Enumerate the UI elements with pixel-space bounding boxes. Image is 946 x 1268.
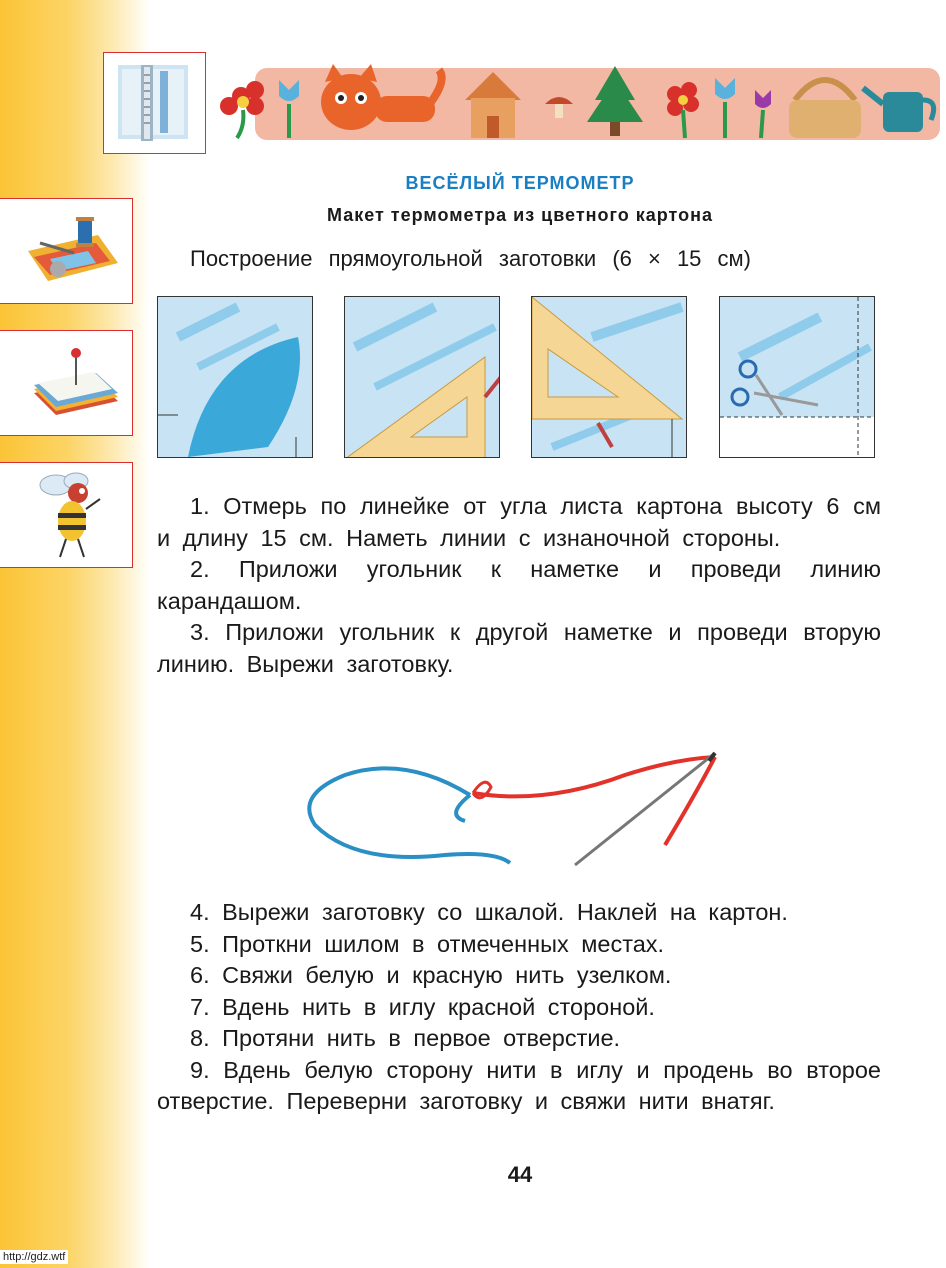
construction-step-1-image [157, 296, 313, 458]
step-4-text: 4. Вырежи заготовку со шкалой. Наклей на картон. [190, 899, 788, 925]
step-1-text: 1. Отмерь по линейке от угла листа картона высоту 6 см и длину 15 см. Наметь линии с изнаночной стороны. [157, 493, 881, 551]
bee-character-icon [0, 462, 133, 568]
step-2-text: 2. Приложи угольник к наметке и проведи линию карандашом. [157, 556, 881, 614]
construction-step-4-image [719, 296, 875, 458]
thread-needle-image [295, 735, 735, 875]
step-8-text: 8. Протяни нить в первое отверстие. [190, 1025, 621, 1051]
construction-step-2-image [344, 296, 500, 458]
instructions-steps-4-9 [157, 897, 881, 1118]
step-9-text: 9. Вдень белую сторону нити в иглу и продень во второе отверстие. Переверни заготовку и свяжи нити внатяг. [157, 1056, 881, 1114]
step-7-text: 7. Вдень нить в иглу красной стороной. [190, 993, 655, 1020]
decorative-banner [215, 60, 940, 150]
watermark-link[interactable]: http://gdz.wtf [0, 1250, 68, 1264]
step-3-text: 3. Приложи угольник к другой наметке и проведи вторую линию. Вырежи заготовку. [157, 619, 881, 677]
construction-heading: Построение прямоугольной заготовки (6 × 15 см) [190, 246, 751, 271]
page-subtitle: Макет термометра из цветного картона [326, 205, 713, 225]
paper-stack-pin-icon [0, 330, 133, 436]
step-5-text: 5. Проткни шилом в отмеченных местах. [190, 930, 665, 957]
thermometer-icon [103, 52, 206, 154]
step-6-text: 6. Свяжи белую и красную нить узелком. [190, 962, 672, 988]
instructions-steps-1-3 [157, 491, 881, 680]
construction-step-3-image [531, 296, 687, 458]
page-number: 44 [507, 1162, 533, 1187]
page-title: ВЕСЁЛЫЙ ТЕРМОМЕТР [405, 173, 635, 193]
